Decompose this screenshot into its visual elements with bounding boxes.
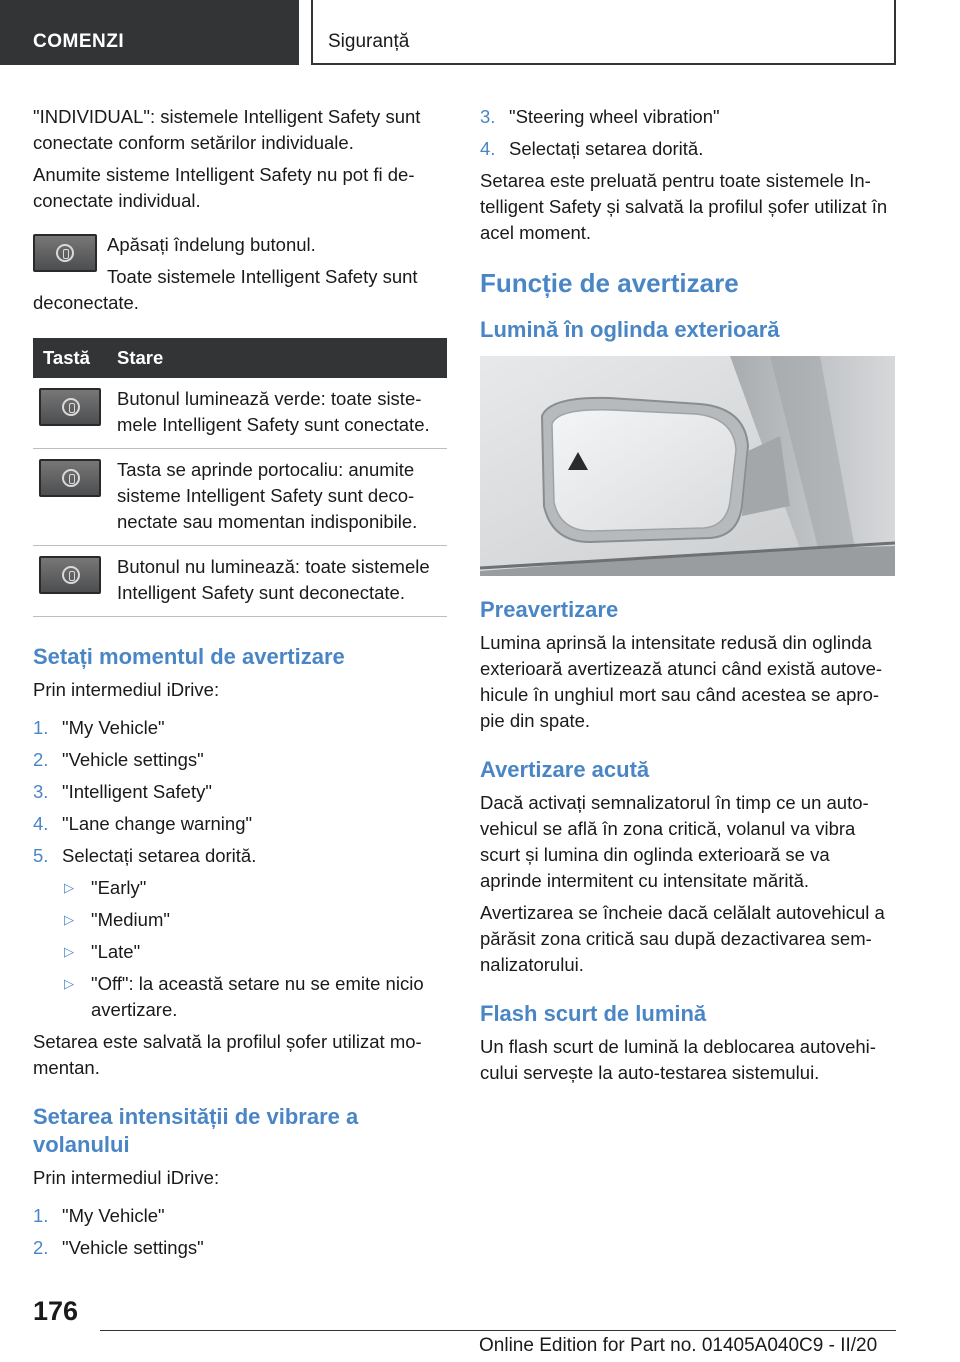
applied-note: Setarea este preluată pentru toate sistemele In-telligent Safety și salvată la profilul șofer utilizat în acel moment.	[480, 170, 888, 243]
list-item: 4. Selectați setarea dorită.	[480, 138, 704, 159]
right-column	[480, 104, 896, 1092]
edition-text: Online Edition for Part no. 01405A040C9 - II/20	[479, 1335, 878, 1356]
saved-note: Setarea este salvată la profilul șofer utilizat mo-mentan.	[33, 1031, 422, 1078]
list-item: 3. "Steering wheel vibration"	[480, 106, 720, 127]
list-item: 1. "My Vehicle"	[33, 1205, 165, 1226]
table-cell-state: Butonul nu luminează: toate sistemele Intelligent Safety sunt deconectate.	[111, 546, 447, 617]
intro-paragraph: "INDIVIDUAL": sistemele Intelligent Safety sunt conectate conform setărilor individuale.	[33, 106, 421, 153]
list-item: 1. "My Vehicle"	[33, 717, 165, 738]
table-row	[33, 449, 447, 546]
acute-warning-end-text: Avertizarea se încheie dacă celălalt autovehicul a părăsit zona critică sau după dezactivarea sem-nalizatorului.	[480, 902, 885, 975]
list-item: ▷ "Early"	[62, 875, 449, 901]
section-heading-flash: Flash scurt de lumină	[480, 1001, 707, 1026]
flash-text: Un flash scurt de lumină la deblocarea autovehi-cului servește la auto-testarea sistemului.	[480, 1036, 876, 1083]
triangle-bullet-icon: ▷	[64, 912, 74, 927]
table-cell-state: Tasta se aprinde portocaliu: anumite sisteme Intelligent Safety sunt deco-nectate sau momentan indisponibile.	[111, 449, 447, 546]
acute-warning-text: Dacă activați semnalizatorul în timp ce un auto-vehicul se află în zona critică, volanul va vibra scurt și lumina din oglinda exterioară se va aprinde intermitent cu intensitate mărită.	[480, 792, 869, 891]
intelligent-safety-button-icon	[39, 459, 101, 497]
section-heading-prewarning: Preavertizare	[480, 597, 619, 622]
intro-paragraph: Anumite sisteme Intelligent Safety nu pot fi de-conectate individual.	[33, 164, 415, 211]
page-number: 176	[33, 1296, 79, 1326]
table-header-state: Stare	[111, 338, 447, 378]
table-cell-state: Butonul luminează verde: toate siste-mele Intelligent Safety sunt conectate.	[111, 378, 447, 449]
warning-time-options	[62, 875, 449, 1023]
section-heading-warning-function: Funcție de avertizare	[480, 268, 739, 298]
section-heading-warning-time: Setați momentul de avertizare	[33, 644, 345, 669]
table-header-key: Tastă	[33, 338, 111, 378]
intelligent-safety-button-icon	[39, 388, 101, 426]
warning-time-steps	[33, 715, 449, 869]
press-result-text: Toate sistemele Intelligent Safety sunt	[107, 266, 418, 287]
table-row	[33, 546, 447, 617]
prewarning-text: Lumina aprinsă la intensitate redusă din oglinda exterioară avertizează atunci când există autove-hicule în unghiul mort sau când acestea se apro-pie din spate.	[480, 632, 883, 731]
list-item: 4. "Lane change warning"	[33, 813, 253, 834]
page-header-title: Siguranță	[311, 0, 896, 65]
section-heading-mirror-light: Lumină în oglinda exterioară	[480, 317, 780, 342]
left-column	[33, 104, 449, 1267]
list-item: 2. "Vehicle settings"	[33, 1237, 204, 1258]
section-tab: COMENZI	[0, 0, 299, 65]
via-idrive-text: Prin intermediul iDrive:	[33, 1167, 220, 1188]
press-result-text-cont: deconectate.	[33, 292, 139, 313]
list-item: ▷ "Off": la această setare nu se emite nicio avertizare.	[64, 973, 424, 1020]
triangle-bullet-icon: ▷	[64, 976, 74, 991]
list-item: ▷ "Late"	[62, 939, 449, 965]
triangle-bullet-icon: ▷	[64, 880, 74, 895]
press-text: Apăsați îndelung butonul.	[107, 234, 316, 255]
section-heading-acute-warning: Avertizare acută	[480, 757, 650, 782]
vibration-steps-cont	[480, 104, 896, 162]
intelligent-safety-button-icon	[33, 234, 97, 272]
table-row	[33, 378, 447, 449]
vibration-steps	[33, 1203, 449, 1261]
list-item: ▷ "Medium"	[62, 907, 449, 933]
list-item: 5. Selectați setarea dorită.	[33, 845, 257, 866]
section-heading-vibration: Setarea intensității de vibrare a volanului	[33, 1104, 359, 1157]
list-item: 2. "Vehicle settings"	[33, 749, 204, 770]
button-state-table	[33, 338, 447, 617]
via-idrive-text: Prin intermediul iDrive:	[33, 679, 220, 700]
exterior-mirror-illustration	[480, 356, 895, 576]
intelligent-safety-button-icon	[39, 556, 101, 594]
footer-divider	[100, 1330, 896, 1331]
list-item: 3. "Intelligent Safety"	[33, 781, 212, 802]
press-instruction	[33, 232, 449, 316]
triangle-bullet-icon: ▷	[64, 944, 74, 959]
